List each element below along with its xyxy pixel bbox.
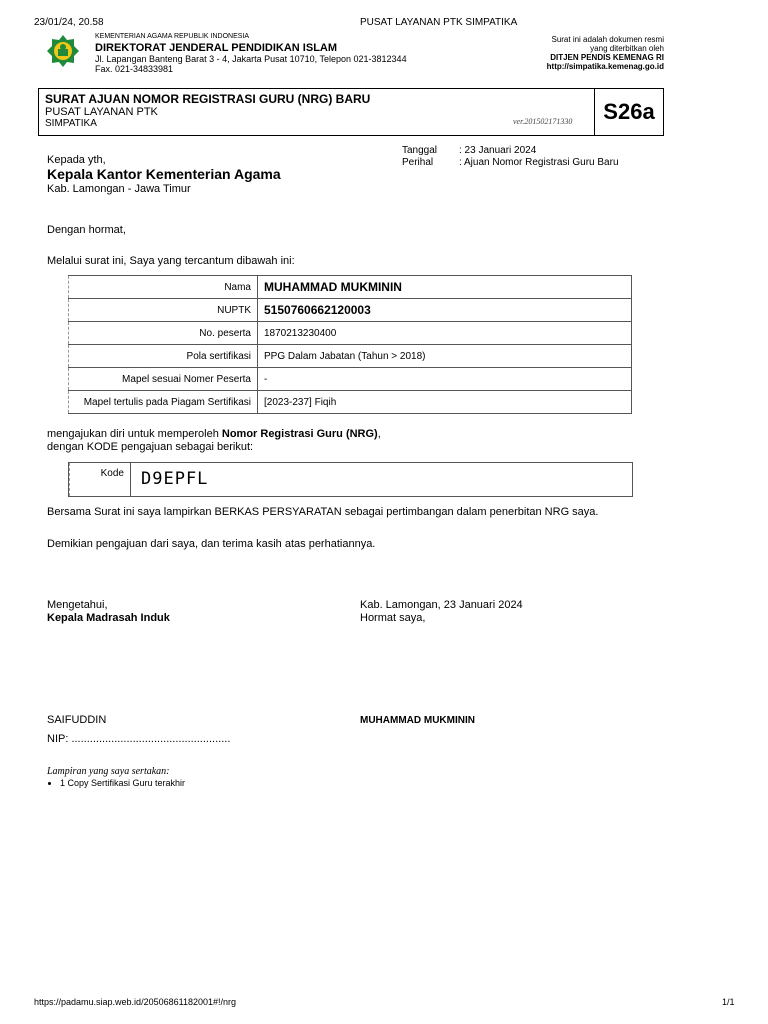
closing-text: Demikian pengajuan dari saya, dan terima kasih atas perhatiannya. <box>47 538 376 550</box>
intro-text: Melalui surat ini, Saya yang tercantum dibawah ini: <box>47 255 295 267</box>
attachments-title: Lampiran yang saya sertakan: <box>47 766 170 777</box>
document-header <box>38 88 664 136</box>
table-value: PPG Dalam Jabatan (Tahun > 2018) <box>258 345 632 368</box>
apply-text-bold: Nomor Registrasi Guru (NRG) <box>221 428 378 440</box>
greeting: Dengan hormat, <box>47 224 126 236</box>
perihal-value: : Ajuan Nomor Registrasi Guru Baru <box>459 157 619 168</box>
table-row <box>69 299 632 322</box>
print-datetime: 23/01/24, 20.58 <box>34 17 104 28</box>
table-label: No. peserta <box>69 322 258 345</box>
recipient-location: Kab. Lamongan - Jawa Timur <box>47 183 191 195</box>
table-value: MUHAMMAD MUKMININ <box>258 276 632 299</box>
table-value: 1870213230400 <box>258 322 632 345</box>
kode-value: D9EPFL <box>141 469 209 489</box>
official-note-line: Surat ini adalah dokumen resmi <box>551 35 664 44</box>
sign-left-name: SAIFUDDIN <box>47 714 107 726</box>
table-value: [2023-237] Fiqih <box>258 391 632 414</box>
official-note-issuer: DITJEN PENDIS KEMENAG RI <box>550 53 664 62</box>
sign-right-name: MUHAMMAD MUKMININ <box>360 715 475 726</box>
document-code: S26a <box>594 89 663 135</box>
table-row <box>69 391 632 414</box>
perihal-label: Perihal <box>402 157 434 168</box>
document-title: SURAT AJUAN NOMOR REGISTRASI GURU (NRG) BARU <box>45 92 371 106</box>
table-label: Mapel sesuai Nomer Peserta <box>69 368 258 391</box>
recipient-name: Kepala Kantor Kementerian Agama <box>47 166 281 182</box>
attach-text: Bersama Surat ini saya lampirkan BERKAS PERSYARATAN sebagai pertimbangan dalam penerbitan NRG saya. <box>47 506 599 518</box>
table-label: Mapel tertulis pada Piagam Sertifikasi <box>69 391 258 414</box>
kode-label: Kode <box>69 463 131 496</box>
print-title: PUSAT LAYANAN PTK SIMPATIKA <box>360 17 518 28</box>
list-item: • 1 Copy Sertifikasi Guru terakhir <box>60 778 185 788</box>
apply-text <box>47 428 381 440</box>
apply-text-post: , <box>377 428 381 440</box>
recipient-salutation: Kepada yth, <box>47 154 106 166</box>
footer-page-number: 1/1 <box>722 997 735 1007</box>
letterhead-address: Jl. Lapangan Banteng Barat 3 - 4, Jakarta Pusat 10710, Telepon 021-3812344 <box>95 54 407 64</box>
table-label: Pola sertifikasi <box>69 345 258 368</box>
official-note <box>547 35 664 71</box>
sign-right-line2: Hormat saya, <box>360 612 426 624</box>
official-note-url: http://simpatika.kemenag.go.id <box>546 62 664 71</box>
document-subtitle: PUSAT LAYANAN PTK <box>45 106 158 118</box>
table-value: - <box>258 368 632 391</box>
footer-url[interactable]: https://padamu.siap.web.id/20506861182001#!/nrg <box>34 997 236 1007</box>
sign-left-line1: Mengetahui, <box>47 599 108 611</box>
document-subtitle-2: SIMPATIKA <box>45 118 97 129</box>
ministry-name: KEMENTERIAN AGAMA REPUBLIK INDONESIA <box>95 33 250 40</box>
sign-right-line1: Kab. Lamongan, 23 Januari 2024 <box>360 599 523 611</box>
table-label: Nama <box>69 276 258 299</box>
apply-text-pre: mengajukan diri untuk memperoleh <box>47 428 222 440</box>
directorate-name: DIREKTORAT JENDERAL PENDIDIKAN ISLAM <box>95 42 338 54</box>
table-value: 5150760662120003 <box>258 299 632 322</box>
document-version: ver.201502171330 <box>513 117 573 126</box>
tanggal-value: : 23 Januari 2024 <box>459 145 537 156</box>
table-row <box>69 368 632 391</box>
table-label: NUPTK <box>69 299 258 322</box>
tanggal-label: Tanggal <box>402 145 438 156</box>
attachments-list <box>46 778 185 788</box>
letterhead-fax: Fax. 021-34833981 <box>95 64 174 74</box>
sign-left-title: Kepala Madrasah Induk <box>47 612 170 624</box>
kemenag-logo-icon <box>46 34 80 68</box>
table-row <box>69 322 632 345</box>
sign-left-nip: NIP: .................................................... <box>47 733 231 745</box>
official-note-line: yang diterbitkan oleh <box>590 44 664 53</box>
applicant-table <box>68 275 632 414</box>
table-row <box>69 276 632 299</box>
table-row <box>69 345 632 368</box>
kode-box <box>68 462 633 497</box>
apply-text-line2: dengan KODE pengajuan sebagai berikut: <box>47 441 254 453</box>
